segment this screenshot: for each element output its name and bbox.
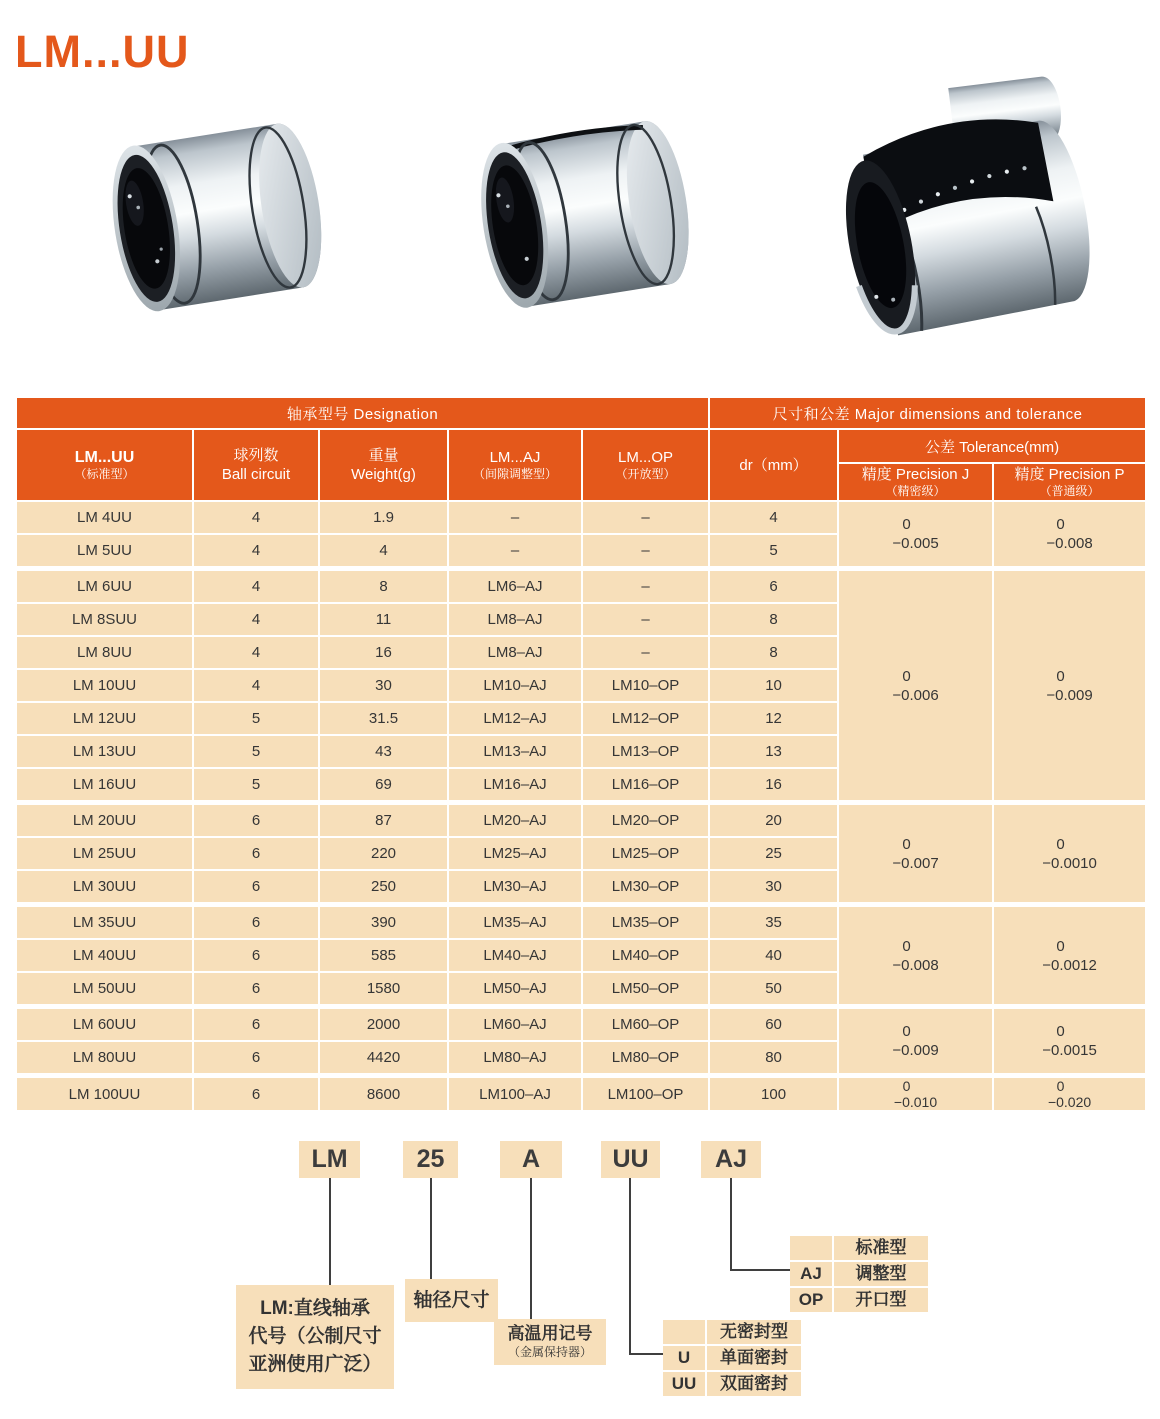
- dr-cell: 40: [709, 939, 838, 972]
- op-cell: LM60–OP: [582, 1007, 709, 1042]
- dr-cell: 60: [709, 1007, 838, 1042]
- model-cell: LM 10UU: [16, 669, 193, 702]
- type-option-row: [790, 1236, 928, 1260]
- dr-cell: 13: [709, 735, 838, 768]
- type-option-label: 标准型: [834, 1236, 928, 1260]
- precision-p-cell: 0 −0.0012: [993, 905, 1146, 1007]
- ball-circuit-cell: 4: [193, 569, 319, 604]
- seal-option-code: U: [663, 1346, 705, 1370]
- dr-cell: 30: [709, 870, 838, 905]
- precision-j-cell: 0 −0.008: [838, 905, 993, 1007]
- bearing-image-adjustable: [438, 94, 722, 334]
- weight-cell: 4420: [319, 1041, 448, 1076]
- model-cell: LM 8SUU: [16, 603, 193, 636]
- precision-j-cell: 0 −0.009: [838, 1007, 993, 1076]
- model-cell: LM 13UU: [16, 735, 193, 768]
- op-cell: –: [582, 534, 709, 569]
- aj-cell: LM60–AJ: [448, 1007, 582, 1042]
- model-cell: LM 4UU: [16, 501, 193, 534]
- weight-cell: 2000: [319, 1007, 448, 1042]
- model-cell: LM 16UU: [16, 768, 193, 803]
- connector-line-aj: [730, 1178, 732, 1271]
- seal-option-row: [663, 1372, 801, 1396]
- weight-cell: 8600: [319, 1076, 448, 1112]
- weight-cell: 16: [319, 636, 448, 669]
- model-cell: LM 40UU: [16, 939, 193, 972]
- dr-cell: 6: [709, 569, 838, 604]
- weight-cell: 43: [319, 735, 448, 768]
- table-row: [16, 905, 1146, 940]
- dr-cell: 12: [709, 702, 838, 735]
- code-part-lm: LM: [299, 1141, 360, 1178]
- op-column-header: LM...OP （开放型）: [582, 429, 709, 501]
- op-cell: LM13–OP: [582, 735, 709, 768]
- precision-j-header: 精度 Precision J （精密级）: [838, 463, 993, 501]
- code-part-uu: UU: [601, 1141, 660, 1178]
- model-cell: LM 30UU: [16, 870, 193, 905]
- type-option-code: AJ: [790, 1262, 832, 1286]
- code-part-a: A: [500, 1141, 562, 1178]
- precision-j-cell: 0 −0.006: [838, 569, 993, 803]
- aj-cell: LM50–AJ: [448, 972, 582, 1007]
- type-option-row: [790, 1262, 928, 1286]
- op-cell: LM16–OP: [582, 768, 709, 803]
- bearing-spec-table: [15, 396, 1147, 1112]
- connector-line-size: [430, 1178, 432, 1279]
- table-row: [16, 803, 1146, 838]
- connector-line-aj-horizontal: [730, 1269, 790, 1271]
- dr-column-header: dr（mm）: [709, 429, 838, 501]
- model-column-header: LM...UU （标准型）: [16, 429, 193, 501]
- type-option-row: [790, 1288, 928, 1312]
- precision-p-cell: 0 −0.020: [993, 1076, 1146, 1112]
- op-cell: LM80–OP: [582, 1041, 709, 1076]
- dimensions-header: 尺寸和公差 Major dimensions and tolerance: [709, 397, 1146, 429]
- op-cell: LM20–OP: [582, 803, 709, 838]
- seal-option-label: 双面密封: [707, 1372, 801, 1396]
- aj-cell: LM35–AJ: [448, 905, 582, 940]
- type-options-table: [790, 1236, 928, 1314]
- type-option-label: 开口型: [834, 1288, 928, 1312]
- model-cell: LM 5UU: [16, 534, 193, 569]
- connector-line-lm: [329, 1178, 331, 1285]
- precision-p-cell: 0 −0.008: [993, 501, 1146, 569]
- table-row: [16, 1007, 1146, 1042]
- weight-cell: 31.5: [319, 702, 448, 735]
- dr-cell: 8: [709, 603, 838, 636]
- precision-p-cell: 0 −0.0015: [993, 1007, 1146, 1076]
- model-cell: LM 100UU: [16, 1076, 193, 1112]
- aj-cell: LM8–AJ: [448, 636, 582, 669]
- ball-circuit-cell: 6: [193, 1076, 319, 1112]
- model-cell: LM 12UU: [16, 702, 193, 735]
- dr-cell: 5: [709, 534, 838, 569]
- designation-header: 轴承型号 Designation: [16, 397, 709, 429]
- table-row: [16, 1076, 1146, 1112]
- seal-option-label: 单面密封: [707, 1346, 801, 1370]
- aj-cell: LM30–AJ: [448, 870, 582, 905]
- aj-cell: LM80–AJ: [448, 1041, 582, 1076]
- aj-cell: LM6–AJ: [448, 569, 582, 604]
- op-cell: LM30–OP: [582, 870, 709, 905]
- dr-cell: 20: [709, 803, 838, 838]
- op-cell: LM10–OP: [582, 669, 709, 702]
- aj-column-header: LM...AJ （间隙调整型）: [448, 429, 582, 501]
- op-cell: LM100–OP: [582, 1076, 709, 1112]
- op-cell: LM50–OP: [582, 972, 709, 1007]
- model-cell: LM 6UU: [16, 569, 193, 604]
- ball-circuit-cell: 5: [193, 768, 319, 803]
- weight-cell: 220: [319, 837, 448, 870]
- aj-cell: LM20–AJ: [448, 803, 582, 838]
- op-cell: –: [582, 569, 709, 604]
- op-cell: –: [582, 636, 709, 669]
- table-row: [16, 569, 1146, 604]
- dr-cell: 25: [709, 837, 838, 870]
- op-cell: –: [582, 603, 709, 636]
- dr-cell: 100: [709, 1076, 838, 1112]
- connector-line-uu: [629, 1178, 631, 1355]
- ball-circuit-cell: 6: [193, 1041, 319, 1076]
- ball-circuit-cell: 6: [193, 972, 319, 1007]
- ball-circuit-cell: 4: [193, 603, 319, 636]
- bearing-image-standard: [68, 98, 356, 336]
- seal-option-code: [663, 1320, 705, 1344]
- table-row: [16, 501, 1146, 534]
- connector-line-a: [530, 1178, 532, 1319]
- ball-circuit-cell: 4: [193, 501, 319, 534]
- ball-circuit-cell: 6: [193, 905, 319, 940]
- model-cell: LM 8UU: [16, 636, 193, 669]
- precision-p-cell: 0 −0.009: [993, 569, 1146, 803]
- model-cell: LM 20UU: [16, 803, 193, 838]
- precision-p-cell: 0 −0.0010: [993, 803, 1146, 905]
- aj-cell: –: [448, 534, 582, 569]
- high-temp-note: 高温用记号 （金属保持器）: [494, 1319, 606, 1365]
- weight-cell: 1580: [319, 972, 448, 1007]
- seal-option-label: 无密封型: [707, 1320, 801, 1344]
- page-title: LM...UU: [15, 26, 190, 77]
- tolerance-header: 公差 Tolerance(mm): [838, 429, 1146, 463]
- ball-circuit-cell: 4: [193, 669, 319, 702]
- dr-cell: 8: [709, 636, 838, 669]
- shaft-size-note: 轴径尺寸: [405, 1279, 498, 1322]
- weight-cell: 390: [319, 905, 448, 940]
- aj-cell: –: [448, 501, 582, 534]
- weight-cell: 69: [319, 768, 448, 803]
- seal-option-row: [663, 1346, 801, 1370]
- model-cell: LM 50UU: [16, 972, 193, 1007]
- bearing-image-open: [802, 76, 1132, 350]
- bearing-table-body: [16, 501, 1146, 1111]
- ball-circuit-cell: 6: [193, 939, 319, 972]
- precision-j-cell: 0 −0.010: [838, 1076, 993, 1112]
- weight-cell: 11: [319, 603, 448, 636]
- seal-option-row: [663, 1320, 801, 1344]
- model-cell: LM 35UU: [16, 905, 193, 940]
- op-cell: LM12–OP: [582, 702, 709, 735]
- ball-circuit-cell: 4: [193, 534, 319, 569]
- aj-cell: LM100–AJ: [448, 1076, 582, 1112]
- lm-code-note: LM:直线轴承 代号（公制尺寸 亚洲使用广泛）: [236, 1285, 394, 1389]
- seal-options-table: [663, 1320, 801, 1398]
- weight-column-header: 重量 Weight(g): [319, 429, 448, 501]
- dr-cell: 4: [709, 501, 838, 534]
- seal-option-code: UU: [663, 1372, 705, 1396]
- weight-cell: 585: [319, 939, 448, 972]
- weight-cell: 30: [319, 669, 448, 702]
- ball-circuit-cell: 6: [193, 1007, 319, 1042]
- type-option-label: 调整型: [834, 1262, 928, 1286]
- aj-cell: LM8–AJ: [448, 603, 582, 636]
- ball-circuit-cell: 5: [193, 735, 319, 768]
- op-cell: –: [582, 501, 709, 534]
- model-cell: LM 80UU: [16, 1041, 193, 1076]
- weight-cell: 1.9: [319, 501, 448, 534]
- model-cell: LM 25UU: [16, 837, 193, 870]
- ball-circuit-cell: 4: [193, 636, 319, 669]
- ball-circuit-column-header: 球列数 Ball circuit: [193, 429, 319, 501]
- model-cell: LM 60UU: [16, 1007, 193, 1042]
- aj-cell: LM12–AJ: [448, 702, 582, 735]
- op-cell: LM40–OP: [582, 939, 709, 972]
- weight-cell: 87: [319, 803, 448, 838]
- aj-cell: LM13–AJ: [448, 735, 582, 768]
- type-option-code: [790, 1236, 832, 1260]
- weight-cell: 250: [319, 870, 448, 905]
- dr-cell: 16: [709, 768, 838, 803]
- precision-p-header: 精度 Precision P （普通级）: [993, 463, 1146, 501]
- aj-cell: LM40–AJ: [448, 939, 582, 972]
- precision-j-cell: 0 −0.005: [838, 501, 993, 569]
- dr-cell: 10: [709, 669, 838, 702]
- code-part-aj: AJ: [701, 1141, 761, 1178]
- ball-circuit-cell: 6: [193, 837, 319, 870]
- type-option-code: OP: [790, 1288, 832, 1312]
- dr-cell: 80: [709, 1041, 838, 1076]
- ball-circuit-cell: 6: [193, 803, 319, 838]
- ball-circuit-cell: 6: [193, 870, 319, 905]
- dr-cell: 35: [709, 905, 838, 940]
- ball-circuit-cell: 5: [193, 702, 319, 735]
- op-cell: LM35–OP: [582, 905, 709, 940]
- connector-line-uu-horizontal: [629, 1353, 663, 1355]
- aj-cell: LM10–AJ: [448, 669, 582, 702]
- aj-cell: LM16–AJ: [448, 768, 582, 803]
- code-part-size: 25: [403, 1141, 458, 1178]
- weight-cell: 4: [319, 534, 448, 569]
- precision-j-cell: 0 −0.007: [838, 803, 993, 905]
- weight-cell: 8: [319, 569, 448, 604]
- aj-cell: LM25–AJ: [448, 837, 582, 870]
- dr-cell: 50: [709, 972, 838, 1007]
- op-cell: LM25–OP: [582, 837, 709, 870]
